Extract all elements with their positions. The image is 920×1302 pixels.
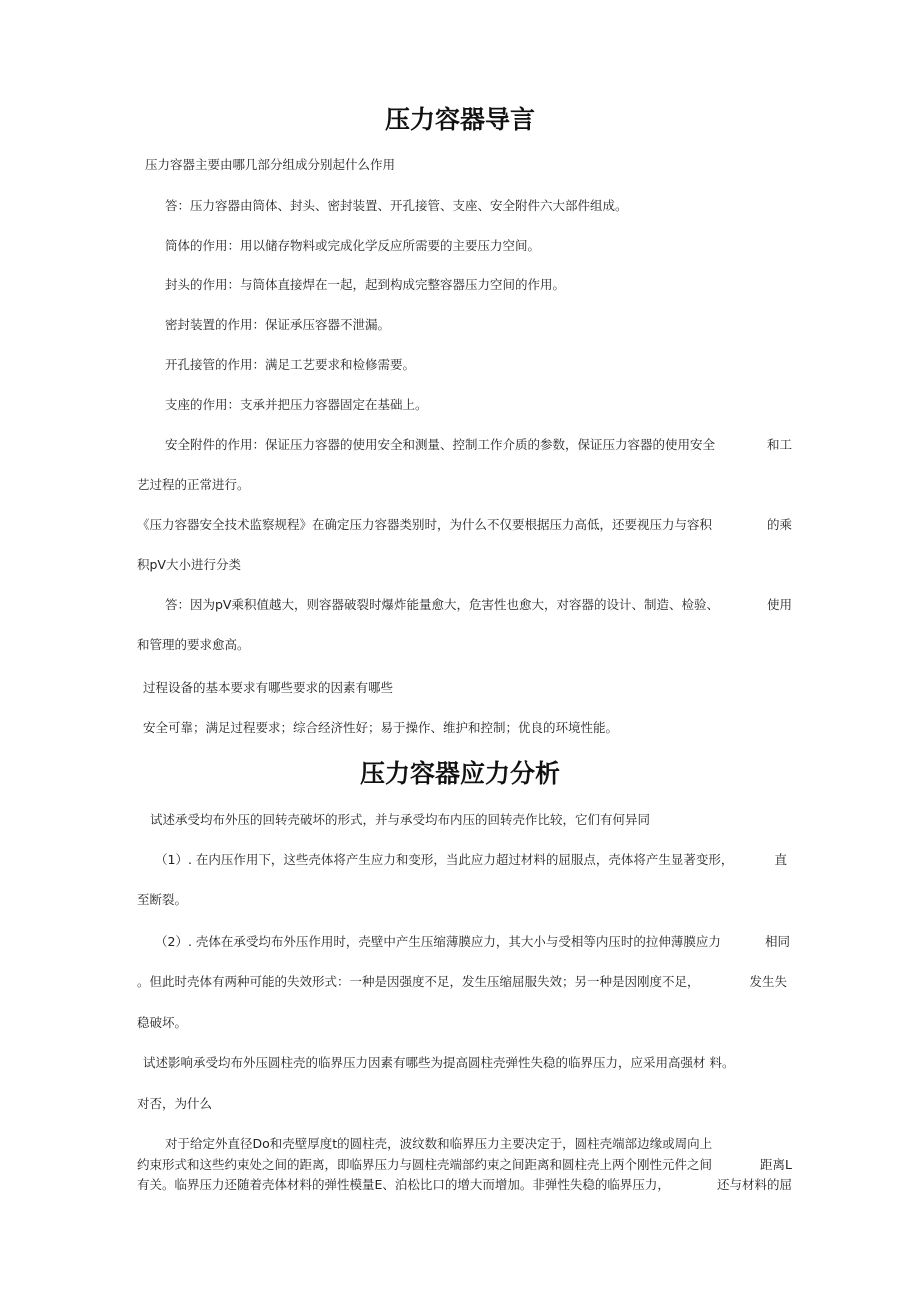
question-pv-classification-line1	[137, 517, 792, 533]
answer-support-role: 支座的作用：支承并把压力容器固定在基础上。	[165, 397, 428, 412]
answer-shell-role: 筒体的作用：用以储存物料或完成化学反应所需要的主要压力空间。	[165, 238, 541, 253]
text-segment: （1）. 在内压作用下，这些壳体将产生应力和变形，当此应力超过材料的屈服点，壳体将产生显著变形，	[155, 852, 734, 867]
text-segment: 约束形式和这些约束处之间的距离，即临界压力与圆柱壳端部约束之间距离和圆柱壳上两个刚性元件之间	[137, 1157, 713, 1172]
answer-head-role: 封头的作用：与筒体直接焊在一起，起到构成完整容器压力空间的作用。	[165, 277, 566, 292]
answer-seal-role: 密封装置的作用：保证承压容器不泄漏。	[165, 317, 391, 332]
answer-external-pressure-line3: 稳破坏。	[137, 1015, 188, 1030]
answer-critical-pressure-line1: 对于给定外直径Do和壳壁厚度t的圆柱壳，波纹数和临界压力主要决定于，圆柱壳端部边缘或周向上	[165, 1136, 713, 1151]
question-critical-pressure-line2: 对否，为什么	[137, 1096, 213, 1111]
text-segment: 直	[774, 852, 787, 867]
text-segment: 发生失	[749, 974, 787, 989]
question-pv-classification-line2: 积pV大小进行分类	[137, 557, 241, 572]
answer-internal-pressure-line2: 至断裂。	[137, 892, 188, 907]
text-segment: 距离L	[760, 1157, 792, 1172]
text-segment: 有关。临界压力还随着壳体材料的弹性模量E、泊松比口的增大而增加。非弹性失稳的临界压力，	[137, 1177, 670, 1192]
section-title-intro: 压力容器导言	[384, 105, 535, 134]
answer-safety-accessory-line1	[165, 437, 792, 453]
text-segment: 《压力容器安全技术监察规程》在确定压力容器类别时，为什么不仅要根据压力高低，还要视压力与容积	[137, 517, 713, 532]
text-segment: 和工	[766, 437, 792, 452]
answer-external-pressure-line2	[137, 974, 787, 990]
question-external-pressure-failure: 试述承受均布外压的回转壳破坏的形式，并与承受均布内压的回转壳作比较，它们有何异同	[150, 812, 651, 827]
section-title-stress: 压力容器应力分析	[359, 759, 560, 788]
answer-components: 答：压力容器由筒体、封头、密封装置、开孔接管、支座、安全附件六大部件组成。	[165, 198, 628, 213]
text-segment: 还与材料的屈	[716, 1177, 792, 1192]
question-process-equipment: 过程设备的基本要求有哪些要求的因素有哪些	[143, 680, 394, 695]
answer-critical-pressure-line3	[137, 1177, 792, 1193]
text-segment: 相同	[764, 934, 790, 949]
text-segment: 的乘	[766, 517, 792, 532]
text-segment: 。但此时壳体有两种可能的失效形式：一种是因强度不足，发生压缩屈服失效；另一种是因刚度不足，	[137, 974, 700, 989]
question-components: 压力容器主要由哪几部分组成分别起什么作用	[145, 157, 396, 172]
answer-critical-pressure-line2	[137, 1157, 792, 1173]
text-segment: 使用	[766, 597, 792, 612]
answer-internal-pressure-line1	[155, 852, 787, 868]
answer-process-equipment: 安全可靠；满足过程要求；综合经济性好；易于操作、维护和控制；优良的环境性能。	[143, 720, 619, 735]
answer-pv-line1	[165, 597, 792, 613]
text-segment: 安全附件的作用：保证压力容器的使用安全和测量、控制工作介质的参数，保证压力容器的使用安全	[165, 437, 716, 452]
answer-external-pressure-line1	[155, 934, 790, 950]
answer-pv-line2: 和管理的要求愈高。	[137, 637, 250, 652]
answer-safety-accessory-line2: 艺过程的正常进行。	[137, 477, 250, 492]
text-segment: （2）. 壳体在承受均布外压作用时，壳壁中产生压缩薄膜应力，其大小与受相等内压时的拉伸薄膜应力	[155, 934, 721, 949]
text-segment: 答：因为pV乘积值越大，则容器破裂时爆炸能量愈大，危害性也愈大，对容器的设计、制造、检验、	[165, 597, 719, 612]
answer-nozzle-role: 开孔接管的作用：满足工艺要求和检修需要。	[165, 357, 416, 372]
question-critical-pressure-line1: 试述影响承受均布外压圆柱壳的临界压力因素有哪些为提高圆柱壳弹性失稳的临界压力，应采用高强材 料。	[143, 1055, 735, 1070]
